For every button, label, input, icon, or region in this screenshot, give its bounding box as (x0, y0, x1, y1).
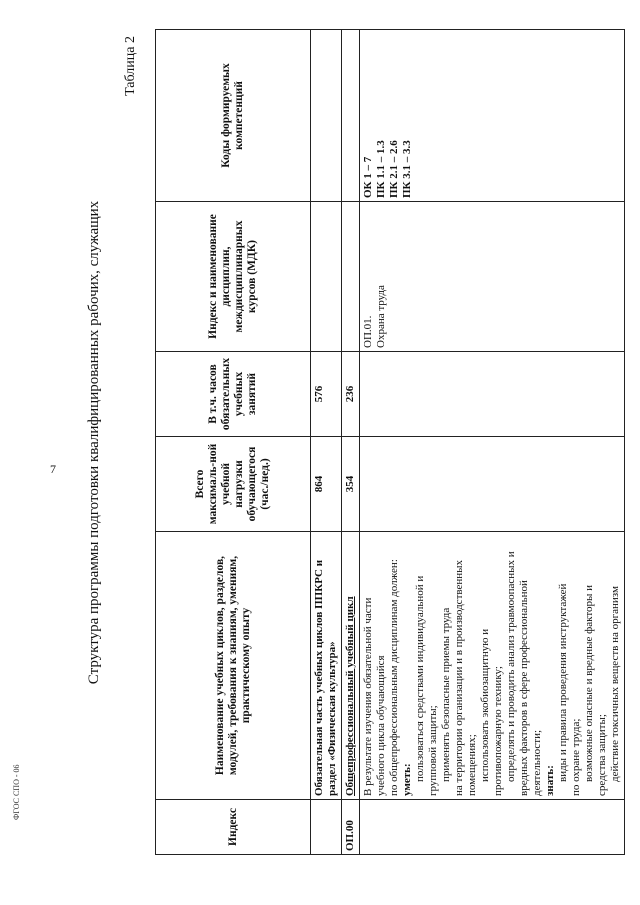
row1-name: Обязательная часть учебных циклов ППКРС и раздел «Физическая культура» (311, 532, 342, 800)
row1-mandatory: 576 (311, 352, 342, 437)
competency-code: ОК 1 – 7 (362, 156, 374, 198)
header-competencies: Коды формируемых компетенций (156, 30, 311, 202)
knowledge-label: знать: (544, 765, 556, 796)
skill-item: применять безопасные приемы труда (440, 607, 452, 782)
header-name: Наименование учебных циклов, разделов, модулей, требования к знаниям, умениям, практическому опыту (156, 532, 311, 800)
header-max-load: Всего максималь-ной учебной нагрузки обучающегося (час./нед.) (156, 437, 311, 532)
skill-item: помещениях; (466, 734, 478, 796)
page-number: 7 (50, 462, 56, 476)
header-discipline: Индекс и наименование дисциплин, междисциплинарных курсов (МДК) (156, 202, 311, 352)
rotated-page-content (85, 30, 630, 855)
row1-competencies (311, 30, 342, 202)
row3-competencies (360, 30, 625, 202)
skill-item: определять и проводить анализ травмоопасных и (505, 551, 517, 782)
row1-discipline (311, 202, 342, 352)
competency-code: ПК 3.1 – 3.3 (401, 140, 413, 198)
row2-index: ОП.00 (342, 800, 360, 855)
row3-discipline (360, 202, 625, 352)
skill-item: на территории организации и в производственных (453, 559, 465, 796)
skill-item: противопожарную технику; (492, 666, 504, 796)
row1-max-load: 864 (311, 437, 342, 532)
row3-max-load (360, 437, 625, 532)
knowledge-item: виды и правила проведения инструктажей (557, 583, 569, 782)
table-header-row (156, 30, 311, 855)
intro-line: по общепрофессиональным дисциплинам должен: (388, 559, 400, 796)
table-row (311, 30, 342, 855)
document-title: Структура программы подготовки квалифицированных рабочих, служащих (86, 200, 102, 685)
skill-item: деятельности; (531, 729, 543, 796)
row3-mandatory (360, 352, 625, 437)
intro-line: В результате изучения обязательной части (362, 597, 374, 796)
table-label: Таблица 2 (123, 36, 138, 96)
footer-code: ФГОС СПО - 06 (12, 764, 21, 820)
row2-max-load: 354 (342, 437, 360, 532)
competency-code: ПК 1.1 – 1.3 (375, 140, 387, 198)
row3-requirements (360, 532, 625, 800)
row2-discipline (342, 202, 360, 352)
knowledge-item: по охране труда; (570, 718, 582, 796)
skills-label: уметь: (401, 763, 413, 796)
row2-competencies (342, 30, 360, 202)
skill-item: вредных факторов в сфере профессиональной (518, 580, 530, 796)
skill-item: пользоваться средствами индивидуальной и (414, 575, 426, 782)
header-mandatory: В т.ч. часов обязательных учебных занятий (156, 352, 311, 437)
header-index: Индекс (156, 800, 311, 855)
knowledge-item: средства защиты; (596, 714, 608, 796)
row2-name: Общепрофессиональный учебный цикл (342, 532, 360, 800)
structure-table (155, 29, 625, 855)
discipline-name: Охрана труда (375, 285, 387, 348)
competency-code: ПК 2.1 – 2.6 (388, 140, 400, 198)
intro-line: учебного цикла обучающийся (375, 655, 387, 796)
skill-item: использовать экобиозащитную и (479, 628, 491, 782)
knowledge-item: возможные опасные и вредные факторы и (583, 584, 595, 782)
row2-mandatory: 236 (342, 352, 360, 437)
skill-item: групповой защиты; (427, 705, 439, 796)
row3-index (360, 800, 625, 855)
knowledge-item: действие токсичных веществ на организм (609, 586, 621, 782)
row1-index (311, 800, 342, 855)
discipline-code: ОП.01. (362, 315, 374, 348)
table-row (342, 30, 360, 855)
table-row (360, 30, 625, 855)
